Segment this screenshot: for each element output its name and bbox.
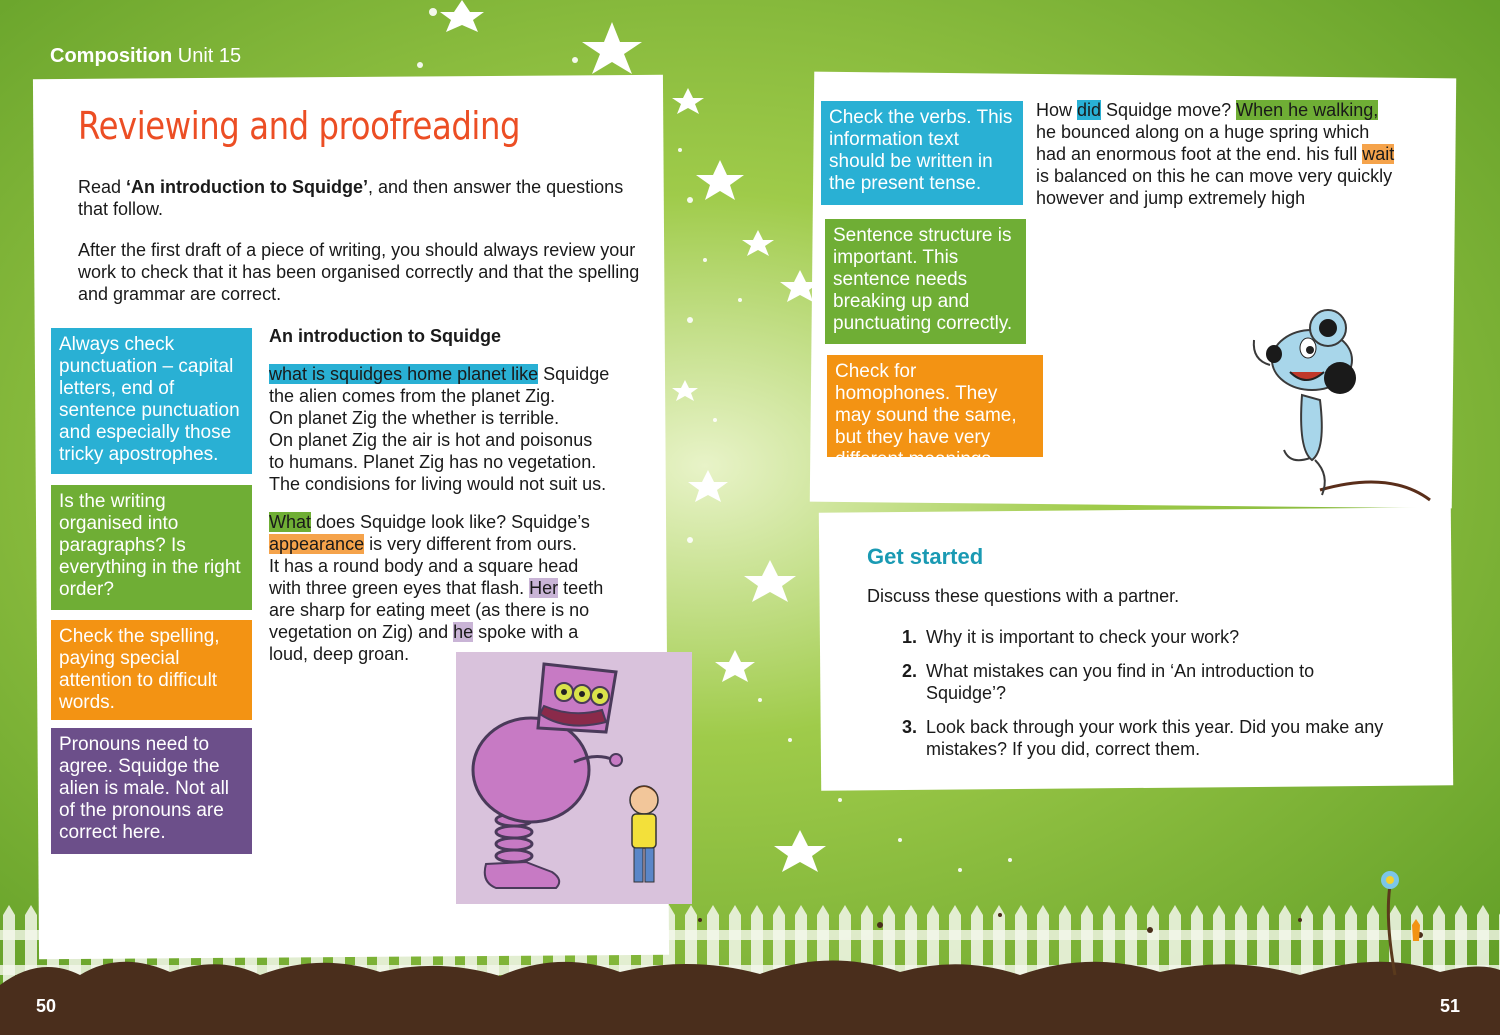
question-number: 2.	[902, 661, 918, 681]
story-text: loud, deep groan.	[269, 644, 410, 664]
page-number-right: 51	[1440, 996, 1461, 1016]
story-paragraph-3	[1036, 99, 1436, 209]
story-text: does Squidge look like? Squidge’s	[311, 512, 590, 532]
note-paragraphs: Is the writing organised into paragraphs? Is everything in the right order?	[51, 485, 252, 610]
story-text: to humans. Planet Zig has no vegetation.	[269, 452, 597, 472]
highlight-structure: What	[269, 512, 312, 532]
story-text: spoke with a	[473, 622, 579, 642]
subject-label: Composition	[50, 45, 173, 67]
note-sentence-structure: Sentence structure is important. This sentence needs breaking up and punctuating correctly.	[825, 219, 1026, 344]
note-punctuation: Always check punctuation – capital letters, end of sentence punctuation and especially those tricky apostrophes.	[51, 328, 252, 474]
note-verbs: Check the verbs. This information text should be written in the present tense.	[821, 101, 1023, 205]
unit-header	[50, 45, 241, 68]
squidge-illustration	[456, 652, 692, 904]
highlight-homophone: wait	[1362, 144, 1395, 164]
get-started-intro: Discuss these questions with a partner.	[867, 586, 1180, 606]
intro-text: Read	[78, 177, 127, 197]
story-text: are sharp for eating meet (as there is no	[269, 600, 590, 620]
question-list	[878, 626, 1398, 772]
story-text: On planet Zig the air is hot and poisonus	[269, 430, 593, 450]
story-text: How	[1036, 100, 1078, 120]
note-homophones: Check for homophones. They may sound the same, but they have very different meanings.	[827, 355, 1043, 457]
story-paragraph-1	[269, 363, 634, 495]
story-heading	[269, 325, 634, 347]
mouse-character	[1240, 300, 1450, 530]
note-spelling: Check the spelling, paying special attention to difficult words.	[51, 620, 252, 720]
story-text: he bounced along on a huge spring which	[1036, 122, 1370, 142]
page-number-left: 50	[36, 996, 57, 1016]
question-number: 1.	[902, 627, 918, 647]
intro-title-ref: ‘An introduction to Squidge’	[126, 177, 369, 197]
story-text: Squidge move?	[1101, 100, 1237, 120]
unit-label: Unit 15	[177, 45, 242, 67]
question-item	[878, 716, 1398, 760]
question-text: Why it is important to check your work?	[926, 627, 1240, 647]
intro-paragraph-2: After the first draft of a piece of writing, you should always review your work to check that it has been organised correctly and that the spelling and grammar are correct.	[78, 240, 640, 304]
story-text: with three green eyes that flash.	[269, 578, 530, 598]
story-text: Squidge	[538, 364, 610, 384]
story-heading-text: An introduction to Squidge	[269, 326, 501, 346]
highlight-structure: When he walking,	[1236, 100, 1379, 120]
highlight-punctuation: what is squidges home planet like	[269, 364, 539, 384]
highlight-pronoun: he	[453, 622, 474, 642]
intro-paragraph-1	[78, 176, 643, 220]
question-item	[878, 660, 1398, 704]
question-text: What mistakes can you find in ‘An introduction to Squidge’?	[926, 661, 1315, 703]
story-text: On planet Zig the whether is terrible.	[269, 408, 560, 428]
story-text: vegetation on Zig) and	[269, 622, 454, 642]
story-text: is very different from ours.	[364, 534, 577, 554]
highlight-spelling: appearance	[269, 534, 365, 554]
story-text: had an enormous foot at the end. his full	[1036, 144, 1363, 164]
story-paragraph-2	[269, 511, 634, 665]
intro-text: , and then answer the questions that follow.	[78, 177, 624, 219]
note-pronouns: Pronouns need to agree. Squidge the alien is male. Not all of the pronouns are correct here.	[51, 728, 252, 854]
story-text: however and jump extremely high	[1036, 188, 1306, 208]
highlight-verb: did	[1077, 100, 1102, 120]
question-text: Look back through your work this year. Did you make any mistakes? If you did, correct them.	[926, 717, 1384, 759]
question-number: 3.	[902, 717, 918, 737]
story-text: It has a round body and a square head	[269, 556, 579, 576]
story-text: is balanced on this he can move very quickly	[1036, 166, 1393, 186]
story-text: teeth	[558, 578, 604, 598]
story-text: The condisions for living would not suit us.	[269, 474, 607, 494]
page-title: Reviewing and proofreading	[78, 104, 521, 148]
highlight-pronoun: Her	[529, 578, 559, 598]
story-text: the alien comes from the planet Zig.	[269, 386, 556, 406]
question-item	[878, 626, 1398, 648]
get-started-heading: Get started	[867, 544, 984, 569]
